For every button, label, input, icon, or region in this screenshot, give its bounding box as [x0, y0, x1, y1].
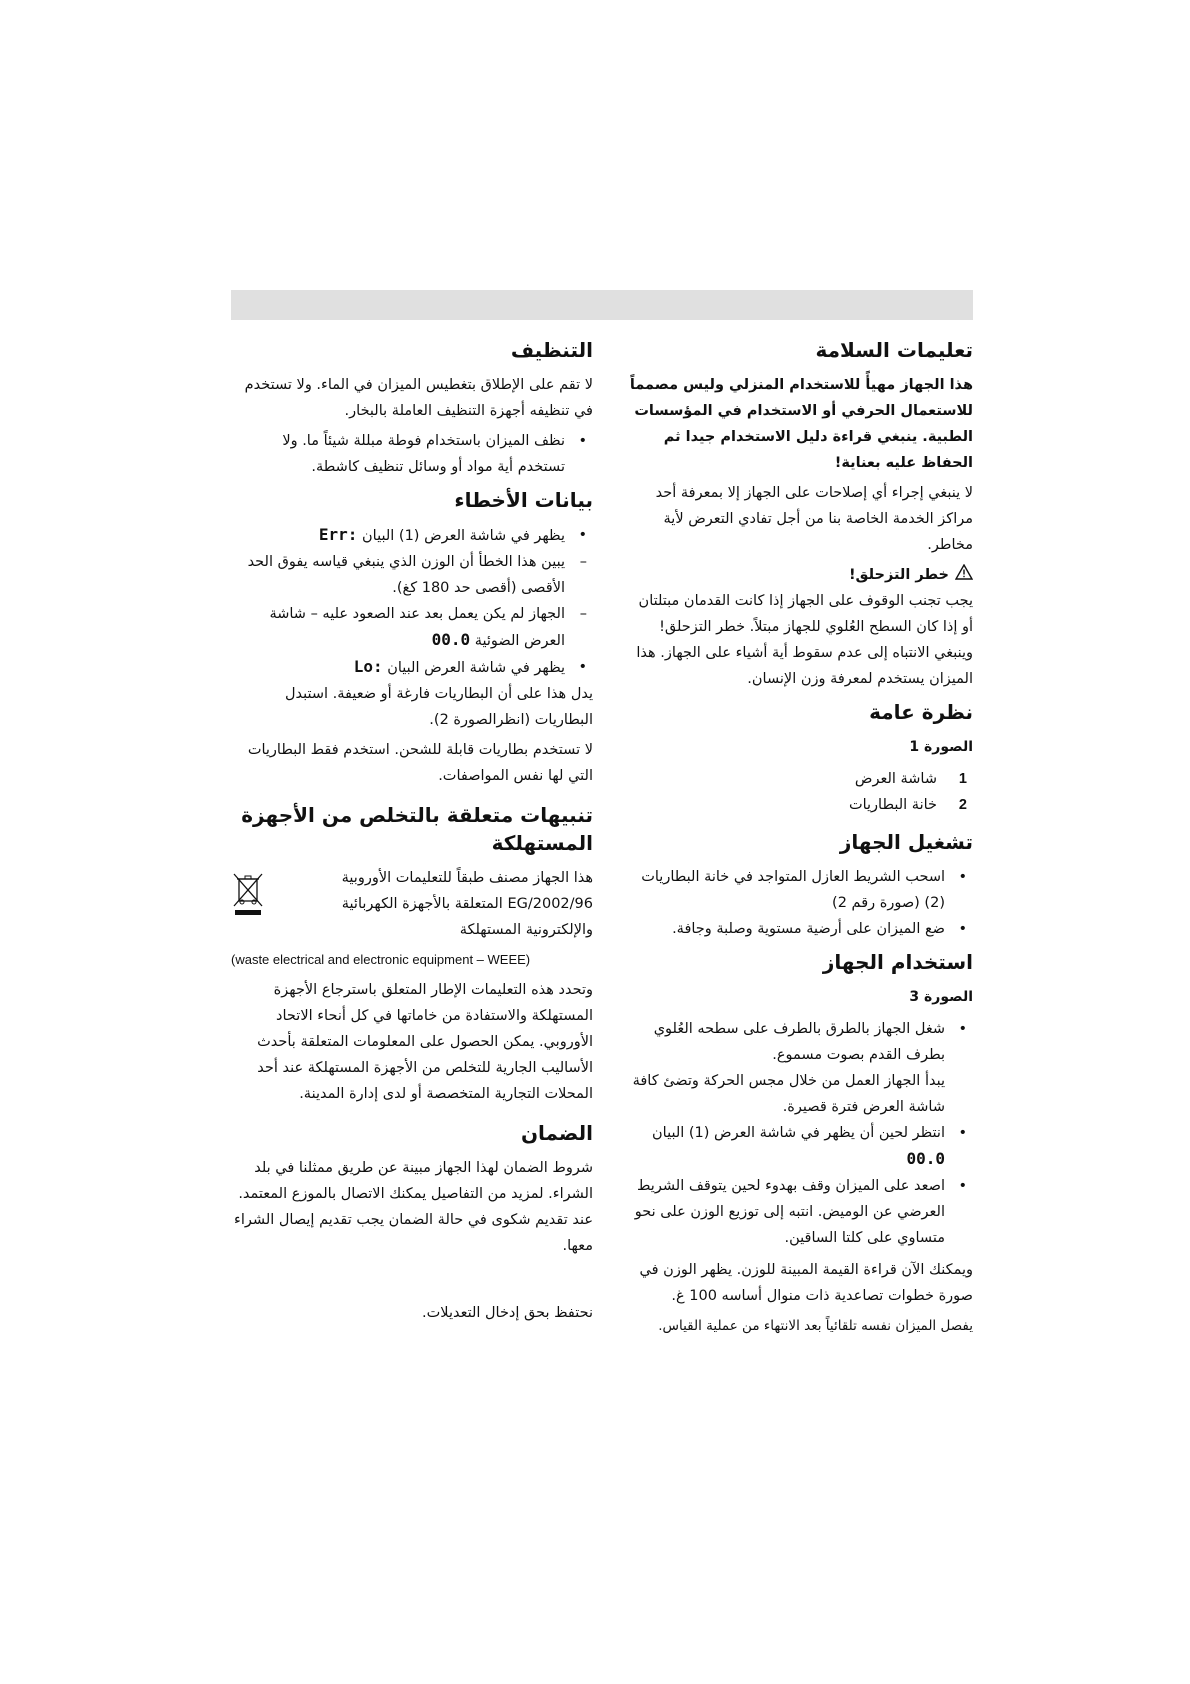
disposal-title: تنبيهات متعلقة بالتخلص من الأجهزة المستهلكة: [241, 803, 593, 855]
list-item: [231, 522, 593, 549]
usage-reading: ويمكنك الآن قراءة القيمة المبينة للوزن. يظهر الوزن في صورة خطوات تصاعدية ذات منوال أساسه 100 غ.: [639, 1262, 973, 1304]
lo-item-text: يظهر في شاشة العرض البيان: [387, 660, 565, 676]
list-item: – يبين هذا الخطأ أن الوزن الذي ينبغي قياسه يفوق الحد الأقصى (أقصى حد 180 كغ).: [231, 549, 593, 601]
cleaning-intro: لا تقم على الإطلاق بتغطيس الميزان في الماء. ولا تستخدم في تنظيفه أجهزة التنظيف العاملة بالبخار.: [244, 377, 593, 419]
usage-figure-label: الصورة 3: [909, 989, 973, 1005]
overview-figure-label: الصورة 1: [909, 739, 973, 755]
list-item: [231, 654, 593, 681]
lcd-zero-display: 00.0: [906, 1149, 945, 1168]
disposal-text-2: وتحدد هذه التعليمات الإطار المتعلق باسترجاع الأجهزة المستهلكة والاستفادة من خاماتها في كل أنحاء الاتحاد الأوروبي. يمكن الحصول على المعلومات المتعلقة بأحدث الأساليب الجارية للتخلص من الأجهزة المستهلكة عند أحد المحلات التجارية المتخصصة أو لدى إدارة المدينة.: [257, 982, 593, 1102]
safety-repair: لا ينبغي إجراء أي إصلاحات على الجهاز إلا بمعرفة أحد مراكز الخدمة الخاصة بنا من أجل تفادي التعرض لأية مخاطر.: [655, 485, 973, 553]
rechargeable-note: لا تستخدم بطاريات قابلة للشحن. استخدم فقط البطاريات التي لها نفس المواصفات.: [247, 742, 593, 784]
disposal-text-1: هذا الجهاز مصنف طبقاً للتعليمات الأوروبية 2002/96/EG المتعلقة بالأجهزة الكهربائية والإلكترونية المستهلكة: [341, 870, 593, 938]
operation-list: [625, 864, 973, 942]
err-item-text: يظهر في شاشة العرض (1) البيان: [362, 528, 565, 544]
slip-title-text: خطر التزحلق!: [848, 567, 949, 583]
warranty-title: الضمان: [520, 1121, 593, 1145]
list-item: • نظف الميزان باستخدام فوطة مبللة شيئاً ما. ولا تستخدم أية مواد أو وسائل تنظيف كاشطة.: [231, 428, 593, 480]
overview-title: نظرة عامة: [869, 700, 973, 724]
warning-triangle-icon: [955, 562, 973, 588]
cleaning-title: التنظيف: [510, 338, 593, 362]
overview-item-number: 2: [958, 797, 967, 813]
lo-text: يدل هذا على أن البطاريات فارغة أو ضعيفة. استبدل البطاريات (انظرالصورة 2).: [284, 686, 593, 728]
usage-step-1-cont: يبدأ الجهاز العمل من خلال مجس الحركة وتضئ كافة شاشة العرض فترة قصيرة.: [632, 1073, 945, 1115]
lcd-err-display: Err:: [318, 525, 358, 544]
errors-list: [231, 522, 593, 549]
left-column: [231, 330, 593, 1263]
list-item: • اسحب الشريط العازل المتواجد في خانة البطاريات (2) (صورة رقم 2): [625, 864, 973, 916]
lo-list: [231, 654, 593, 681]
dash2-text: الجهاز لم يكن يعمل بعد عند الصعود عليه – شاشة العرض الضوئية: [269, 606, 565, 649]
lcd-zero-display: 00.0: [431, 630, 471, 649]
cleaning-list: [231, 428, 593, 480]
usage-auto-off: يفصل الميزان نفسه تلقائياً بعد الانتهاء من عملية القياس.: [658, 1318, 973, 1334]
errors-title: بيانات الأخطاء: [454, 488, 593, 512]
lcd-lo-display: Lo:: [353, 657, 383, 676]
overview-item-label: خانة البطاريات: [848, 797, 937, 813]
warranty-text: شروط الضمان لهذا الجهاز مبينة عن طريق ممثلنا في بلد الشراء. لمزيد من التفاصيل يمكنك الاتصال بالموزع المعتمد. عند تقديم شكوى في حالة الضمان يجب تقديم إيصال الشراء معها.: [234, 1160, 593, 1254]
safety-intro: هذا الجهاز مهيأً للاستخدام المنزلي وليس مصمماً للاستعمال الحرفي أو الاستخدام في المؤسسات الطبية. ينبغي قراءة دليل الاستخدام جيدا ثم الحفاظ عليه بعناية!: [629, 377, 973, 471]
operation-title: تشغيل الجهاز: [839, 830, 973, 854]
safety-title: تعليمات السلامة: [815, 338, 973, 362]
usage-step-1: شغل الجهاز بالطرق بالطرف على سطحه العُلوي بطرف القدم بصوت مسموع.: [653, 1021, 945, 1063]
overview-item-number: 1: [958, 771, 967, 787]
slip-text: يجب تجنب الوقوف على الجهاز إذا كانت القدمان مبتلتان أو إذا كان السطح العُلوي للجهاز مبتلاً. خطر التزحلق! وينبغي الانتباه إلى عدم سقوط أية أشياء على الجهاز. هذا الميزان يستخدم لمعرفة وزن الإنسان.: [636, 593, 973, 687]
errors-dash-list: [231, 549, 593, 654]
usage-list: [625, 1016, 973, 1251]
list-item: • اصعد على الميزان وقف بهدوء لحين يتوقف الشريط العرضي عن الوميض. انتبه إلى توزيع الوزن على نحو متساوي على كلتا الساقين.: [625, 1173, 973, 1251]
right-column: [625, 330, 973, 1343]
usage-step-2: انتظر لحين أن يظهر في شاشة العرض (1) البيان: [652, 1125, 945, 1141]
overview-item: [625, 766, 973, 792]
crossed-bin-icon: [231, 871, 265, 911]
list-item: • ضع الميزان على أرضية مستوية وصلبة وجافة.: [625, 916, 973, 942]
list-item: [231, 601, 593, 654]
list-item: [625, 1016, 973, 1120]
slip-warning-title: [625, 562, 973, 588]
footer-note: نحتفظ بحق إدخال التعديلات.: [422, 1305, 593, 1321]
usage-title: استخدام الجهاز: [822, 950, 973, 974]
weee-expansion: (waste electrical and electronic equipment – WEEE): [231, 952, 531, 967]
overview-item-label: شاشة العرض: [854, 771, 937, 787]
header-bar: [231, 290, 973, 320]
list-item: [625, 1120, 973, 1173]
overview-item: [625, 792, 973, 818]
weee-block: [231, 865, 593, 947]
